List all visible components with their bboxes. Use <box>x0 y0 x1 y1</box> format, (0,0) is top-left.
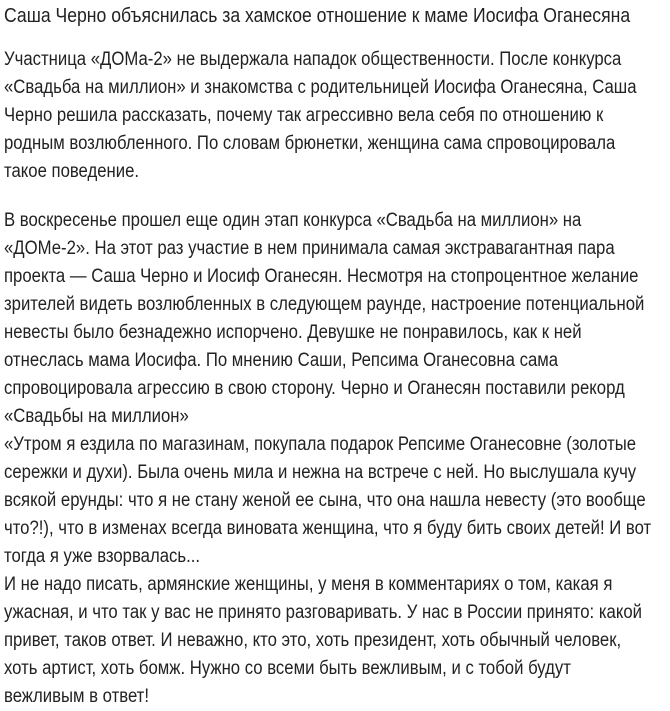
quote-line: что?!), что в изменах всегда виновата женщина, что я буду бить своих детей! И вот <box>4 518 652 539</box>
article-paragraph-intro <box>4 46 655 186</box>
text-line: спровоцировала агрессию в свою сторону. Черно и Оганесян поставили рекорд <box>4 378 625 399</box>
text-line: «Свадьбы на миллион» <box>4 406 189 427</box>
quote-line: «Утром я ездила по магазинам, покупала подарок Репсиме Оганесовне (золотые <box>4 434 637 455</box>
text-line: отнеслась мама Иосифа. По мнению Саши, Репсима Оганесовна сама <box>4 350 559 371</box>
text-line: родным возлюбленного. По словам брюнетки, женщина сама спровоцировала <box>4 133 616 154</box>
quote-line: тогда я уже взорвалась... <box>4 546 201 567</box>
article-title: Саша Черно объяснилась за хамское отношение к маме Иосифа Оганесяна <box>4 5 631 27</box>
text-line: Черно решила рассказать, почему так агрессивно вела себя по отношению к <box>4 105 604 126</box>
quote-line: вежливым в ответ! <box>4 686 149 707</box>
quote-line: хоть артист, хоть бомж. Нужно со всеми быть вежливым, и с тобой будут <box>4 658 571 679</box>
text-line: В воскресенье прошел еще один этап конкурса «Свадьба на миллион» на <box>4 210 582 231</box>
text-line: зрителей видеть возлюбленных в следующем раунде, настроение потенциальной <box>4 294 645 315</box>
text-line: невесты было безнадежно испорчено. Девушке не понравилось, как к ней <box>4 322 582 343</box>
text-line: «ДОМе-2». На этот раз участие в нем принимала самая экстравагантная пара <box>4 238 615 259</box>
text-line: «Свадьба на миллион» и знакомства с родительницей Иосифа Оганесяна, Саша <box>4 77 637 98</box>
quote-line: ужасная, и что так у вас не принято разговаривать. У нас в России принято: какой <box>4 602 642 623</box>
text-line: проекта — Саша Черно и Иосиф Оганесян. Несмотря на стопроцентное желание <box>4 266 639 287</box>
quote-line: И не надо писать, армянские женщины, у меня в комментариях о том, какая я <box>4 574 613 595</box>
quote-line: сережки и духи). Была очень мила и нежна на встрече с ней. Но выслушала кучу <box>4 462 637 483</box>
text-line: Участница «ДОМа-2» не выдержала нападок общественности. После конкурса <box>4 49 622 70</box>
quote-line: привет, таков ответ. И неважно, кто это, хоть президент, хоть обычный человек, <box>4 630 622 651</box>
text-line: такое поведение. <box>4 161 140 182</box>
article <box>4 0 655 711</box>
quote-line: всякой ерунды: что я не стану женой ее сына, что она нашла невесту (это вообще <box>4 490 646 511</box>
article-paragraph-body <box>4 207 655 711</box>
